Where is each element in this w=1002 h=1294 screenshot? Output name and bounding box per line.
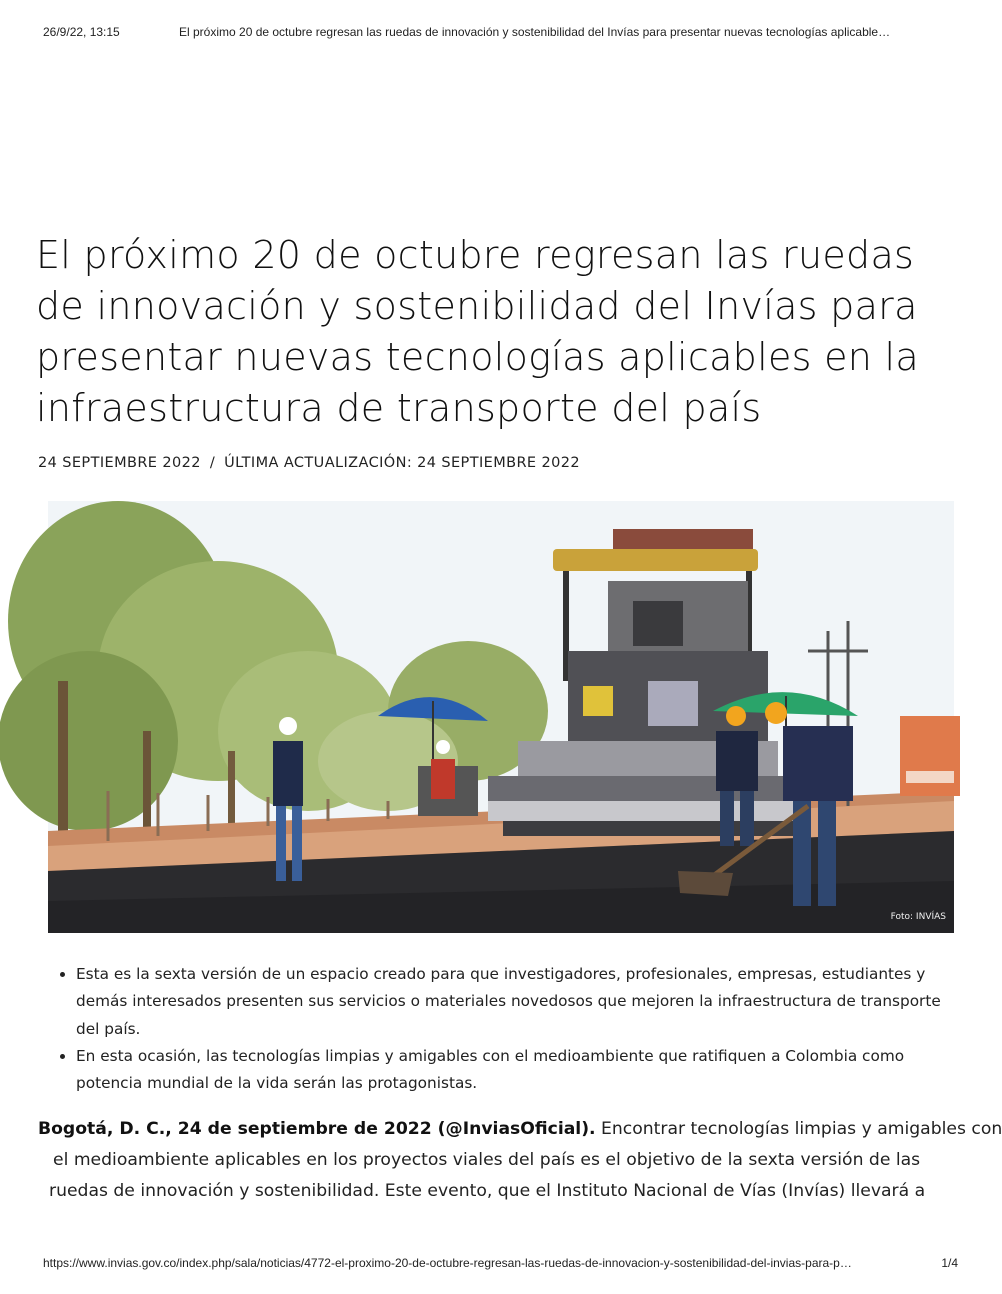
body-line: el medioambiente aplicables en los proyectos viales del país es el objetivo de la sexta versión de las [53, 1150, 921, 1171]
article [36, 230, 1002, 1207]
page-number: 1/4 [941, 1256, 958, 1270]
updated-date: ÚLTIMA ACTUALIZACIÓN: 24 SEPTIEMBRE 2022 [224, 455, 580, 471]
headline-line: infraestructura de transporte del país [36, 386, 762, 430]
print-url: https://www.invias.gov.co/index.php/sala/noticias/4772-el-proximo-20-de-octubre-regresan-las-ruedas-de-innovacion-y-sostenibilidad-del-invias-para-p… [43, 1256, 852, 1270]
article-meta [38, 455, 954, 471]
dateline-lead: Bogotá, D. C., 24 de septiembre de 2022 (@InviasOficial). [38, 1119, 596, 1140]
published-date: 24 SEPTIEMBRE 2022 [38, 455, 201, 471]
summary-bullet: • En esta ocasión, las tecnologías limpias y amigables con el medioambiente que ratifiquen a Colombia como potencia mundial de la vida serán las protagonistas. [76, 1043, 963, 1098]
headline-line: El próximo 20 de octubre regresan las ruedas [36, 233, 915, 277]
summary-bullet: • Esta es la sexta versión de un espacio creado para que investigadores, profesionales, empresas, estudiantes y demás interesados presenten sus servicios o materiales novedosos que mejoren la infraestructura de transporte del país. [76, 961, 963, 1043]
body-line [38, 1114, 1002, 1145]
meta-separator: / [209, 455, 216, 471]
billboard [900, 716, 960, 796]
photo-credit: Foto: INVÍAS [890, 912, 946, 922]
article-photo [48, 501, 954, 933]
headline-line: presentar nuevas tecnologías aplicables en la [36, 335, 919, 379]
body-line: ruedas de innovación y sostenibilidad. Este evento, que el Instituto Nacional de Vías (Invías) llevará a [49, 1181, 926, 1202]
article-headline [36, 230, 954, 434]
road-paving-illustration [48, 501, 954, 933]
print-datetime: 26/9/22, 13:15 [43, 25, 120, 39]
print-footer [43, 1256, 958, 1272]
headline-line: de innovación y sostenibilidad del Invías para [36, 284, 918, 328]
summary-bullets [48, 961, 963, 1097]
print-page-title: El próximo 20 de octubre regresan las ruedas de innovación y sostenibilidad del Invías para presentar nuevas tecnologías aplicable… [179, 25, 891, 39]
body-line-1-rest: Encontrar tecnologías limpias y amigables con [595, 1119, 1002, 1140]
print-header [43, 25, 958, 41]
article-body [38, 1114, 1002, 1207]
